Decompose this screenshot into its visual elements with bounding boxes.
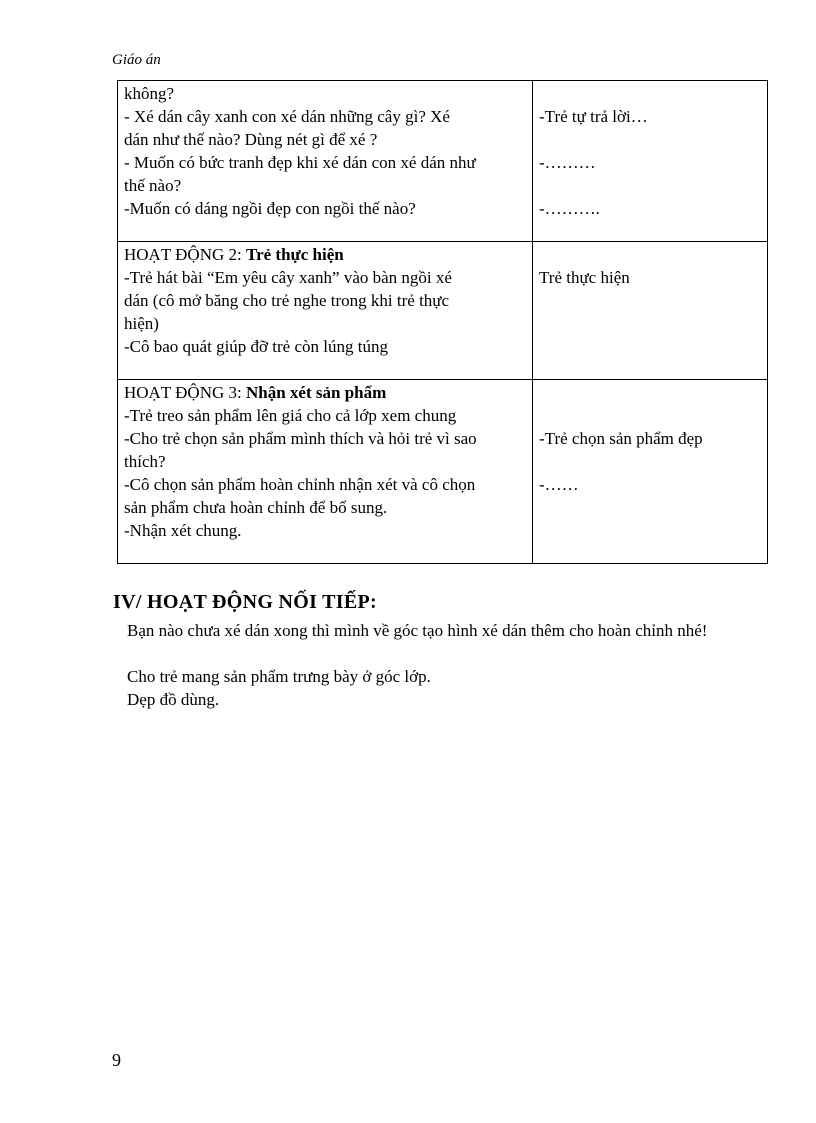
table-row <box>118 380 768 564</box>
activity-cell <box>118 380 533 564</box>
response-text-line: -………. <box>539 199 600 218</box>
paragraph: Dẹp đồ dùng. <box>127 690 220 709</box>
table-row <box>118 242 768 380</box>
response-text-line: -Trẻ tự trả lời… <box>539 107 648 126</box>
response-cell <box>533 380 768 564</box>
table-text-line: thích? <box>124 452 166 471</box>
activity-cell <box>118 242 533 380</box>
table-text-line: - Muốn có bức tranh đẹp khi xé dán con xé dán như <box>124 153 476 172</box>
table-text-line: - Xé dán cây xanh con xé dán những cây gì? Xé <box>124 107 450 126</box>
paragraph: Cho trẻ mang sản phẩm trưng bày ở góc lớp. <box>127 667 431 686</box>
table-row <box>118 81 768 242</box>
response-text-line: Trẻ thực hiện <box>539 268 630 287</box>
table-text-line: -Cô chọn sản phẩm hoàn chỉnh nhận xét và cô chọn <box>124 475 476 494</box>
table-text-line: sản phẩm chưa hoàn chỉnh để bổ sung. <box>124 498 388 517</box>
table-text-line: -Muốn có dáng ngồi đẹp con ngồi thế nào? <box>124 199 416 218</box>
table-text-line: -Nhận xét chung. <box>124 521 242 540</box>
table-text-line: không? <box>124 84 175 103</box>
activity-cell <box>118 81 533 242</box>
activity-heading: HOẠT ĐỘNG 2: Trẻ thực hiện <box>124 245 344 264</box>
activity-heading: HOẠT ĐỘNG 3: Nhận xét sản phẩm <box>124 383 387 402</box>
table-text-line: thế nào? <box>124 176 182 195</box>
table-text-line: dán như thế nào? Dùng nét gì để xé ? <box>124 130 378 149</box>
response-text-line: -……… <box>539 153 596 172</box>
page-header: Giáo án <box>112 52 161 68</box>
table-text-line: -Trẻ treo sản phẩm lên giá cho cả lớp xem chung <box>124 406 457 425</box>
response-text-line: -Trẻ chọn sản phẩm đẹp <box>539 429 703 448</box>
section-heading: IV/ HOẠT ĐỘNG NỐI TIẾP: <box>113 591 377 613</box>
paragraph: Bạn nào chưa xé dán xong thì mình về góc tạo hình xé dán thêm cho hoàn chỉnh nhé! <box>127 621 708 640</box>
table-text-line: -Cho trẻ chọn sản phẩm mình thích và hỏi trẻ vì sao <box>124 429 477 448</box>
table-text-line: -Trẻ hát bài “Em yêu cây xanh” vào bàn ngồi xé <box>124 268 452 287</box>
table-text-line: -Cô bao quát giúp đỡ trẻ còn lúng túng <box>124 337 388 356</box>
response-cell <box>533 242 768 380</box>
page-number: 9 <box>112 1050 121 1070</box>
table-text-line: hiện) <box>124 314 159 333</box>
response-cell <box>533 81 768 242</box>
lesson-plan-table <box>117 80 768 564</box>
response-text-line: -…… <box>539 475 579 494</box>
table-text-line: dán (cô mở băng cho trẻ nghe trong khi trẻ thực <box>124 291 450 310</box>
